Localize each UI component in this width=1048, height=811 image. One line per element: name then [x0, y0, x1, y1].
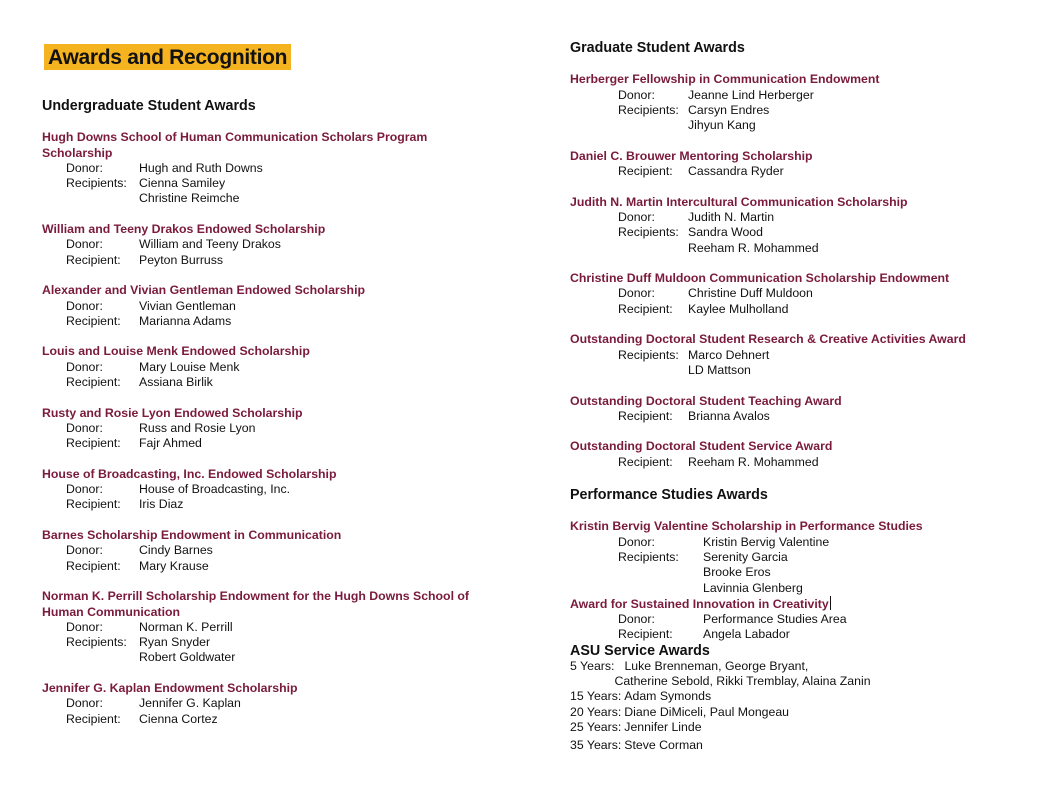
recipient-names [139, 375, 213, 390]
performance-awards-list [570, 519, 1040, 642]
service-row [570, 705, 1040, 720]
donor-label: Donor: [618, 534, 655, 549]
recipient-row [42, 253, 512, 268]
donor-row [570, 612, 1040, 627]
recipient-name: Peyton Burruss [139, 252, 224, 267]
recipient-label: Recipient: [66, 375, 121, 390]
recipient-row [42, 436, 512, 451]
award-item [570, 596, 1040, 643]
donor-label: Donor: [66, 482, 103, 497]
recipient-name: Robert Goldwater [139, 650, 236, 665]
title-highlight [44, 44, 291, 70]
donor-name: Cindy Barnes [139, 543, 213, 558]
service-row [570, 689, 1040, 704]
recipient-row [570, 550, 1040, 596]
donor-name: Norman K. Perrill [139, 619, 233, 634]
service-years: 35 Years: [570, 738, 622, 753]
recipient-label: Recipient: [618, 301, 673, 316]
donor-row [570, 286, 1040, 301]
recipient-name: Serenity Garcia [703, 549, 788, 564]
donor-row [570, 535, 1040, 550]
graduate-heading: Graduate Student Awards [570, 40, 745, 56]
recipient-names [139, 436, 202, 451]
service-years: 5 Years: [570, 658, 615, 673]
award-name: Hugh Downs School of Human Communication Scholars Program Scholarship [42, 130, 428, 160]
award-name: Judith N. Martin Intercultural Communication Scholarship [570, 194, 908, 209]
service-name-line: Adam Symonds [624, 689, 712, 704]
recipient-name: Carsyn Endres [688, 102, 770, 117]
recipient-names [703, 627, 790, 642]
recipient-label: Recipient: [618, 627, 673, 642]
undergrad-awards-list [42, 130, 512, 727]
donor-label: Donor: [618, 209, 655, 224]
award-item [42, 406, 512, 452]
award-item [570, 439, 1040, 470]
award-item [570, 195, 1040, 256]
recipient-names [139, 559, 209, 574]
recipient-name: Marianna Adams [139, 313, 232, 328]
donor-name: Kristin Bervig Valentine [703, 534, 830, 549]
recipient-label: Recipient: [618, 408, 673, 423]
award-item [570, 72, 1040, 133]
recipient-name: Sandra Wood [688, 225, 763, 240]
donor-row [42, 543, 512, 558]
recipient-names [139, 253, 223, 268]
donor-label: Donor: [66, 160, 103, 175]
award-item [42, 130, 512, 206]
recipient-names [688, 348, 769, 379]
recipient-names [139, 635, 235, 666]
undergrad-heading: Undergraduate Student Awards [42, 98, 256, 114]
recipient-names [139, 176, 239, 207]
award-item [42, 283, 512, 329]
service-years: 20 Years: [570, 704, 622, 719]
donor-row [42, 161, 512, 176]
service-years: 15 Years: [570, 689, 622, 704]
service-name-line: Steve Corman [624, 738, 703, 753]
donor-label: Donor: [66, 543, 103, 558]
recipient-name: Iris Diaz [139, 497, 184, 512]
award-item [42, 681, 512, 727]
recipient-row [42, 497, 512, 512]
service-name-line: Catherine Sebold, Rikki Tremblay, Alaina Zanin [614, 673, 871, 688]
recipient-name: Assiana Birlik [139, 375, 213, 390]
service-row [570, 720, 1040, 735]
recipient-label: Recipient: [66, 313, 121, 328]
recipient-row [42, 375, 512, 390]
recipient-name: Kaylee Mulholland [688, 301, 789, 316]
award-name: Barnes Scholarship Endowment in Communication [42, 528, 342, 543]
award-name: Daniel C. Brouwer Mentoring Scholarship [570, 148, 813, 163]
donor-name: Jeanne Lind Herberger [688, 87, 814, 102]
recipient-label: Recipient: [66, 436, 121, 451]
donor-row [42, 482, 512, 497]
recipient-row [570, 302, 1040, 317]
donor-name: Jennifer G. Kaplan [139, 696, 241, 711]
recipient-names [688, 302, 789, 317]
donor-label: Donor: [66, 359, 103, 374]
recipient-label: Recipient: [618, 164, 673, 179]
recipient-label: Recipient: [66, 558, 121, 573]
recipient-label: Recipient: [66, 711, 121, 726]
recipient-names [139, 314, 231, 329]
award-item [42, 467, 512, 513]
service-names [624, 738, 703, 753]
donor-label: Donor: [66, 696, 103, 711]
donor-name: Russ and Rosie Lyon [139, 420, 256, 435]
recipient-name: Jihyun Kang [688, 118, 756, 133]
recipient-name: Cienna Cortez [139, 711, 218, 726]
service-heading: ASU Service Awards [570, 642, 710, 659]
recipient-label: Recipients: [618, 549, 679, 564]
recipient-name: Cienna Samiley [139, 176, 226, 191]
award-name: Outstanding Doctoral Student Research & Creative Activities Award [570, 332, 966, 347]
service-name-line: Luke Brenneman, George Bryant, [624, 658, 809, 673]
recipient-name: Christine Reimche [139, 191, 240, 206]
left-column [42, 97, 512, 727]
recipient-name: Brianna Avalos [688, 408, 770, 423]
recipient-name: Reeham R. Mohammed [688, 240, 819, 255]
recipient-name: Marco Dehnert [688, 347, 770, 362]
donor-name: Mary Louise Menk [139, 359, 240, 374]
recipient-label: Recipients: [618, 347, 679, 362]
award-item [570, 271, 1040, 317]
donor-row [42, 696, 512, 711]
award-name: Jennifer G. Kaplan Endowment Scholarship [42, 680, 298, 695]
donor-row [570, 210, 1040, 225]
service-name-line: Diane DiMiceli, Paul Mongeau [624, 704, 790, 719]
recipient-row [42, 176, 512, 207]
recipient-name: LD Mattson [688, 362, 751, 377]
page-title: Awards and Recognition [48, 46, 288, 69]
recipient-row [570, 409, 1040, 424]
donor-name: House of Broadcasting, Inc. [139, 482, 291, 497]
award-name: Herberger Fellowship in Communication Endowment [570, 72, 880, 87]
recipient-row [42, 712, 512, 727]
donor-name: Hugh and Ruth Downs [139, 160, 263, 175]
donor-row [42, 360, 512, 375]
recipient-names [688, 225, 819, 256]
donor-label: Donor: [618, 612, 655, 627]
award-name: Award for Sustained Innovation in Creativity [570, 596, 829, 611]
recipient-label: Recipients: [618, 102, 679, 117]
recipient-names [139, 712, 218, 727]
award-name: Outstanding Doctoral Student Service Award [570, 439, 833, 454]
award-item [42, 528, 512, 574]
service-names [624, 720, 701, 735]
recipient-label: Recipient: [66, 497, 121, 512]
recipient-row [570, 455, 1040, 470]
recipient-row [42, 559, 512, 574]
donor-label: Donor: [618, 286, 655, 301]
graduate-awards-list [570, 72, 1040, 470]
recipient-name: Cassandra Ryder [688, 164, 784, 179]
donor-row [42, 237, 512, 252]
award-name: William and Teeny Drakos Endowed Scholarship [42, 222, 326, 237]
recipient-name: Reeham R. Mohammed [688, 454, 819, 469]
service-name-line: Jennifer Linde [624, 719, 702, 734]
recipient-row [42, 314, 512, 329]
award-item [570, 332, 1040, 378]
service-names [624, 689, 711, 704]
recipient-name: Ryan Snyder [139, 635, 211, 650]
award-name: Kristin Bervig Valentine Scholarship in Performance Studies [570, 519, 923, 534]
donor-label: Donor: [618, 87, 655, 102]
award-item [42, 344, 512, 390]
donor-label: Donor: [66, 237, 103, 252]
recipient-row [570, 225, 1040, 256]
donor-label: Donor: [66, 619, 103, 634]
service-names [614, 658, 871, 690]
recipient-label: Recipient: [618, 454, 673, 469]
recipient-name: Angela Labador [703, 627, 790, 642]
award-item [570, 149, 1040, 180]
recipient-name: Mary Krause [139, 558, 209, 573]
award-name: Alexander and Vivian Gentleman Endowed Scholarship [42, 283, 365, 298]
donor-row [42, 299, 512, 314]
right-column [570, 39, 1040, 753]
recipient-row [42, 635, 512, 666]
recipient-names [688, 409, 770, 424]
service-row [570, 738, 1040, 753]
recipient-row [570, 348, 1040, 379]
service-years: 25 Years: [570, 719, 622, 734]
recipient-name: Lavinnia Glenberg [703, 580, 803, 595]
recipient-label: Recipients: [66, 176, 127, 191]
service-names [624, 705, 789, 720]
donor-name: William and Teeny Drakos [139, 237, 281, 252]
donor-name: Vivian Gentleman [139, 298, 236, 313]
award-item [570, 519, 1040, 595]
recipient-names [688, 455, 819, 470]
recipient-row [570, 103, 1040, 134]
donor-row [42, 421, 512, 436]
performance-heading: Performance Studies Awards [570, 487, 768, 504]
award-name: Louis and Louise Menk Endowed Scholarship [42, 344, 310, 359]
service-awards-list [570, 659, 1040, 754]
award-name: Rusty and Rosie Lyon Endowed Scholarship [42, 405, 303, 420]
recipient-names [688, 164, 784, 179]
recipient-label: Recipient: [66, 252, 121, 267]
donor-name: Christine Duff Muldoon [688, 286, 813, 301]
award-item [42, 589, 512, 665]
recipient-name: Brooke Eros [703, 565, 771, 580]
award-name: Outstanding Doctoral Student Teaching Award [570, 393, 842, 408]
donor-name: Judith N. Martin [688, 209, 775, 224]
recipient-names [703, 550, 803, 596]
donor-label: Donor: [66, 298, 103, 313]
recipient-names [139, 497, 183, 512]
award-item [570, 394, 1040, 425]
recipient-names [688, 103, 769, 134]
recipient-label: Recipients: [66, 635, 127, 650]
award-name: House of Broadcasting, Inc. Endowed Scholarship [42, 466, 337, 481]
award-name: Norman K. Perrill Scholarship Endowment for the Hugh Downs School of Human Communication [42, 589, 470, 619]
recipient-label: Recipients: [618, 225, 679, 240]
award-item [42, 222, 512, 268]
donor-name: Performance Studies Area [703, 612, 847, 627]
text-cursor [830, 596, 831, 610]
recipient-row [570, 627, 1040, 642]
recipient-row [570, 164, 1040, 179]
award-name: Christine Duff Muldoon Communication Scholarship Endowment [570, 271, 950, 286]
donor-label: Donor: [66, 420, 103, 435]
donor-row [42, 620, 512, 635]
service-row [570, 659, 1040, 690]
donor-row [570, 88, 1040, 103]
recipient-name: Fajr Ahmed [139, 436, 202, 451]
